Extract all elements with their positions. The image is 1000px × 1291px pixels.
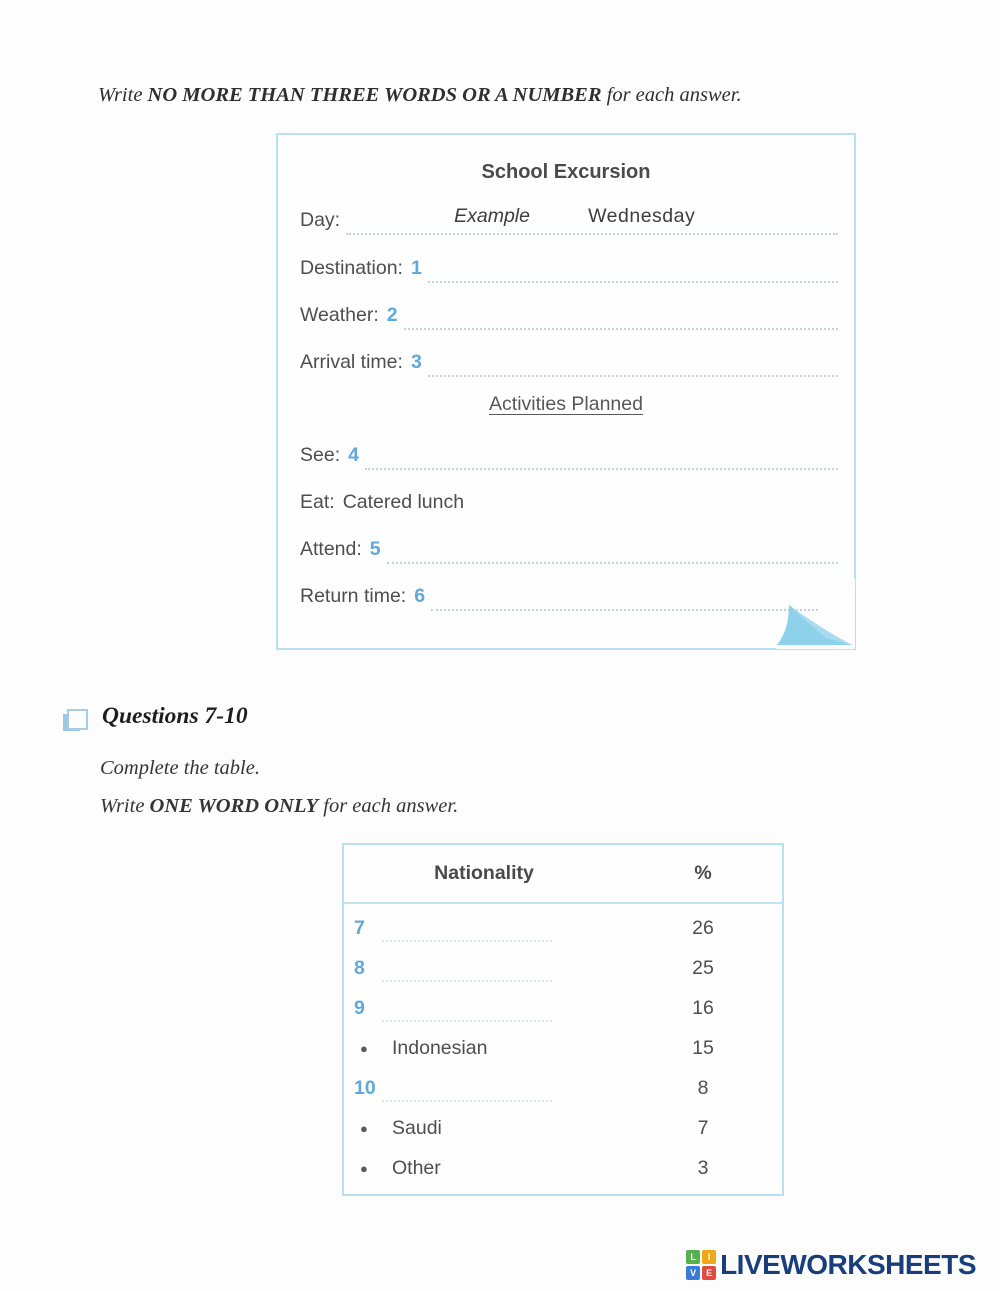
questions-heading-row [64, 703, 248, 731]
table-row-saudi [344, 1108, 782, 1148]
question-number-5: 5 [369, 538, 381, 560]
other-label: Other [392, 1156, 441, 1179]
day-answer-line[interactable] [346, 205, 838, 235]
form-row-attend [300, 530, 838, 564]
one-word-instruction [100, 795, 458, 818]
form-row-day [300, 201, 838, 235]
table-row-indonesian [344, 1028, 782, 1068]
percent-column-header: % [694, 862, 712, 884]
q7-percent: 26 [692, 916, 714, 939]
logo-square-i: I [702, 1250, 716, 1264]
arrival-answer-line[interactable] [428, 347, 838, 377]
table-row-other [344, 1148, 782, 1188]
q9-answer-line[interactable] [382, 1000, 552, 1022]
instruction-suffix: for each answer. [601, 84, 742, 106]
eat-label: Eat: [300, 491, 335, 513]
liveworksheets-wordmark: LIVEWORKSHEETS [720, 1249, 976, 1280]
form-row-weather [300, 296, 838, 330]
other-percent: 3 [697, 1156, 709, 1179]
logo-square-l: L [686, 1250, 700, 1264]
table-header-row [344, 845, 782, 904]
form-row-return-time [300, 577, 838, 611]
box-title: School Excursion [481, 161, 651, 183]
table-row-q8 [344, 948, 782, 988]
q8-answer-line[interactable] [382, 960, 552, 982]
q7-answer-line[interactable] [382, 920, 552, 942]
example-value: Wednesday [588, 205, 696, 227]
form-row-eat [300, 483, 838, 517]
attend-label: Attend: [300, 538, 362, 560]
table-row-q7 [344, 908, 782, 948]
bullet-icon: ● [360, 1160, 368, 1176]
question-number-2: 2 [386, 304, 398, 326]
example-label: Example [454, 205, 530, 227]
complete-table-instruction: Complete the table. [100, 757, 260, 779]
arrival-time-label: Arrival time: [300, 351, 403, 373]
weather-label: Weather: [300, 304, 379, 326]
indonesian-percent: 15 [692, 1036, 714, 1059]
question-number-4: 4 [348, 444, 359, 466]
liveworksheets-logo [686, 1249, 976, 1281]
sub2-bold: ONE WORD ONLY [149, 795, 319, 817]
nationality-table [342, 843, 784, 1196]
table-row-q10 [344, 1068, 782, 1108]
logo-square-v: V [686, 1266, 700, 1280]
q8-percent: 25 [692, 956, 714, 979]
day-label: Day: [300, 209, 341, 231]
destination-label: Destination: [300, 257, 403, 279]
form-row-see [300, 436, 838, 470]
saudi-label: Saudi [392, 1116, 442, 1139]
bullet-icon: ● [360, 1040, 368, 1056]
table-row-q9 [344, 988, 782, 1028]
instruction-bold: NO MORE THAN THREE WORDS OR A NUMBER [147, 84, 602, 106]
page-curl-decoration [774, 578, 856, 650]
question-number-6: 6 [414, 585, 426, 607]
q10-answer-line[interactable] [382, 1080, 552, 1102]
see-label: See: [300, 444, 341, 466]
activities-planned-text: Activities Planned [489, 393, 643, 415]
see-answer-line[interactable] [365, 440, 838, 470]
q10-percent: 8 [697, 1076, 709, 1099]
logo-square-e: E [702, 1266, 716, 1280]
activities-planned-header [278, 393, 854, 416]
liveworksheets-logo-icon [686, 1250, 716, 1280]
form-row-arrival-time [300, 343, 838, 377]
form-row-destination [300, 249, 838, 283]
question-number-1: 1 [410, 257, 422, 279]
destination-answer-line[interactable] [428, 253, 838, 283]
sub2-prefix: Write [100, 795, 150, 817]
instruction-prefix: Write [98, 84, 148, 106]
question-number-10: 10 [354, 1076, 376, 1099]
weather-answer-line[interactable] [404, 300, 838, 330]
saudi-percent: 7 [697, 1116, 709, 1139]
bullet-icon: ● [360, 1120, 368, 1136]
return-time-label: Return time: [300, 585, 407, 607]
questions-heading: Questions 7-10 [102, 703, 248, 729]
question-number-3: 3 [410, 351, 422, 373]
attend-answer-line[interactable] [387, 534, 838, 564]
nationality-column-header: Nationality [434, 862, 534, 884]
question-number-9: 9 [354, 996, 365, 1019]
question-number-7: 7 [354, 916, 365, 939]
write-instruction [98, 84, 742, 107]
question-number-8: 8 [354, 956, 365, 979]
school-excursion-box [276, 133, 856, 650]
eat-value: Catered lunch [342, 491, 465, 513]
indonesian-label: Indonesian [392, 1036, 488, 1059]
q9-percent: 16 [692, 996, 714, 1019]
square-bullet-icon [64, 707, 88, 731]
sub2-suffix: for each answer. [318, 795, 459, 817]
table-body [344, 904, 782, 1194]
